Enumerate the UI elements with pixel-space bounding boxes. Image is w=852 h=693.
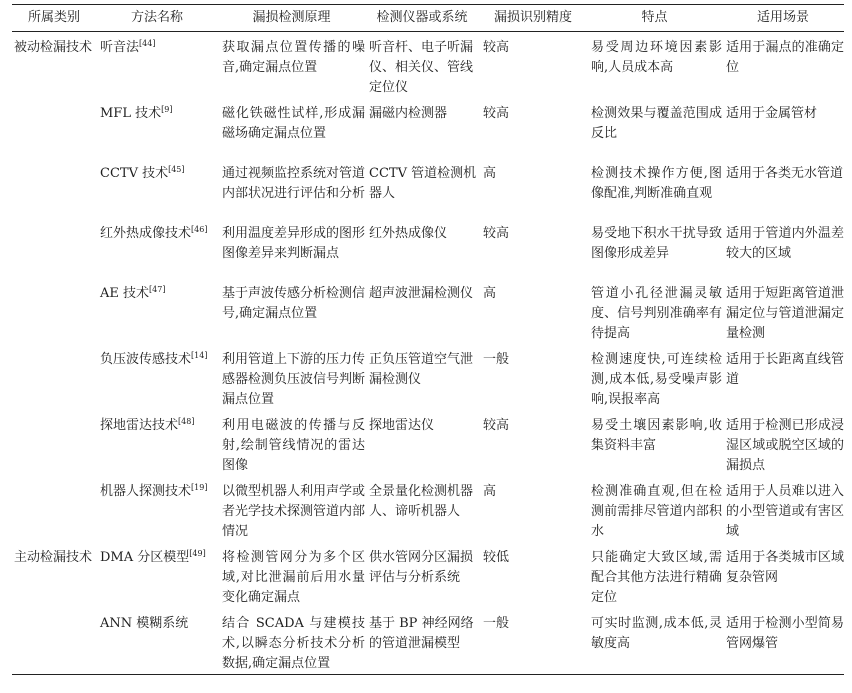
method-cell — [96, 476, 218, 542]
instrument-cell: CCTV 管道检测机器人 — [369, 166, 477, 201]
method-name: 负压波传感技术 — [100, 352, 192, 367]
feature-cell: 易受周边环境因素影响,人员成本高 — [591, 40, 722, 75]
header-scenario: 适用场景 — [722, 5, 844, 32]
scenario-cell: 适用于各类城市区域复杂管网 — [726, 550, 844, 585]
method-name: ANN 模糊系统 — [100, 616, 189, 631]
leak-detection-methods-table — [12, 4, 844, 675]
instrument-cell: 漏磁内检测器 — [369, 106, 448, 121]
instrument-cell: 听音杆、电子听漏仪、相关仪、管线定位仪 — [369, 40, 474, 95]
feature-cell: 只能确定大致区域,需配合其他方法进行精确定位 — [591, 550, 722, 605]
header-category: 所属类别 — [12, 5, 96, 32]
instrument-cell: 供水管网分区漏损评估与分析系统 — [369, 550, 474, 585]
precision-cell: 高 — [483, 166, 497, 181]
method-name: 听音法 — [100, 40, 140, 55]
method-cell — [96, 218, 218, 278]
scenario-cell: 适用于检测已形成浸湿区域或脱空区域的漏损点 — [726, 418, 844, 473]
precision-cell: 高 — [483, 286, 497, 301]
feature-cell: 易受土壤因素影响,收集资料丰富 — [591, 418, 722, 453]
table-row — [12, 98, 844, 158]
method-cell — [96, 542, 218, 608]
header-method: 方法名称 — [96, 5, 218, 32]
reference-marker: [48] — [178, 417, 195, 426]
feature-cell: 检测效果与覆盖范围成反比 — [591, 106, 722, 141]
category-cell: 主动检漏技术 — [14, 550, 93, 565]
category-cell — [12, 218, 96, 278]
table-row — [12, 608, 844, 675]
scenario-cell: 适用于管道内外温差较大的区域 — [726, 226, 844, 261]
scenario-cell: 适用于检测小型简易管网爆管 — [722, 608, 844, 675]
feature-cell: 检测速度快,可连续检测,成本低,易受噪声影响,误报率高 — [591, 352, 722, 407]
method-name: DMA 分区模型 — [100, 550, 190, 565]
table-row — [12, 476, 844, 542]
reference-marker: [45] — [168, 165, 185, 174]
header-feature: 特点 — [587, 5, 722, 32]
scenario-cell: 适用于长距离直线管道 — [726, 352, 844, 387]
category-cell — [12, 98, 96, 158]
method-cell — [96, 410, 218, 476]
reference-marker: [14] — [191, 351, 208, 360]
header-principle: 漏损检测原理 — [218, 5, 365, 32]
table-row — [12, 410, 844, 476]
instrument-cell: 基于 BP 神经网络的管道泄漏模型 — [365, 608, 479, 675]
header-precision: 漏损识别精度 — [479, 5, 587, 32]
category-cell — [12, 410, 96, 476]
table-row — [12, 542, 844, 608]
principle-cell: 获取漏点位置传播的噪音,确定漏点位置 — [222, 40, 365, 75]
table-row — [12, 278, 844, 344]
principle-cell: 以微型机器人利用声学或者光学技术探测管道内部情况 — [222, 484, 366, 539]
principle-cell: 将检测管网分为多个区域,对比泄漏前后用水量变化确定漏点 — [222, 550, 365, 605]
feature-cell: 可实时监测,成本低,灵敏度高 — [587, 608, 722, 675]
header-instrument: 检测仪器或系统 — [365, 5, 479, 32]
precision-cell: 一般 — [479, 608, 587, 675]
method-name: 红外热成像技术 — [100, 226, 192, 241]
principle-cell: 利用温度差异形成的图形图像差异来判断漏点 — [222, 226, 366, 261]
method-cell — [96, 344, 218, 410]
category-cell — [12, 158, 96, 218]
principle-cell: 磁化铁磁性试样,形成漏磁场确定漏点位置 — [222, 106, 365, 141]
scenario-cell: 适用于漏点的准确定位 — [726, 40, 844, 75]
table-row — [12, 344, 844, 410]
reference-marker: [44] — [139, 39, 156, 48]
instrument-cell: 探地雷达仪 — [369, 418, 435, 433]
method-cell — [96, 32, 218, 99]
principle-cell: 利用管道上下游的压力传感器检测负压波信号判断漏点位置 — [222, 352, 366, 407]
instrument-cell: 全景量化检测机器人、谛听机器人 — [369, 484, 474, 519]
method-name: 机器人探测技术 — [100, 484, 192, 499]
table-row — [12, 218, 844, 278]
feature-cell: 检测准确直观,但在检测前需排尽管道内部积水 — [591, 484, 722, 539]
method-cell — [96, 158, 218, 218]
precision-cell: 较高 — [483, 106, 510, 121]
scenario-cell: 适用于人员难以进入的小型管道或有害区域 — [726, 484, 844, 539]
scenario-cell: 适用于各类无水管道 — [726, 166, 844, 181]
principle-cell: 通过视频监控系统对管道内部状况进行评估和分析 — [222, 166, 366, 201]
reference-marker: [49] — [189, 549, 206, 558]
method-cell — [96, 608, 218, 675]
feature-cell: 检测技术操作方便,图像配准,判断准确直观 — [591, 166, 722, 201]
category-cell — [12, 608, 96, 675]
precision-cell: 较低 — [483, 550, 510, 565]
reference-marker: [9] — [161, 105, 173, 114]
method-cell — [96, 98, 218, 158]
precision-cell: 高 — [483, 484, 497, 499]
method-name: MFL 技术 — [100, 106, 162, 121]
category-cell — [12, 344, 96, 410]
precision-cell: 较高 — [483, 226, 510, 241]
reference-marker: [47] — [149, 285, 166, 294]
leak-detection-table-container — [12, 4, 844, 675]
method-name: AE 技术 — [100, 286, 150, 301]
precision-cell: 较高 — [483, 418, 510, 433]
scenario-cell: 适用于金属管材 — [726, 106, 818, 121]
method-cell — [96, 278, 218, 344]
principle-cell: 利用电磁波的传播与反射,绘制管线情况的雷达图像 — [222, 418, 365, 473]
precision-cell: 一般 — [483, 352, 510, 367]
scenario-cell: 适用于短距离管道泄漏定位与管道泄漏定量检测 — [726, 286, 844, 341]
table-row — [12, 32, 844, 99]
reference-marker: [19] — [191, 483, 208, 492]
reference-marker: [46] — [191, 225, 208, 234]
category-cell — [12, 278, 96, 344]
category-cell: 被动检漏技术 — [14, 40, 93, 55]
precision-cell: 较高 — [483, 40, 510, 55]
feature-cell: 管道小孔径泄漏灵敏度、信号判别准确率有待提高 — [591, 286, 722, 341]
table-row — [12, 158, 844, 218]
principle-cell: 基于声波传感分析检测信号,确定漏点位置 — [222, 286, 366, 321]
method-name: CCTV 技术 — [100, 166, 169, 181]
instrument-cell: 正负压管道空气泄漏检测仪 — [369, 352, 474, 387]
feature-cell: 易受地下积水干扰导致图像形成差异 — [591, 226, 722, 261]
principle-cell: 结合 SCADA 与建模技术,以瞬态分析技术分析数据,确定漏点位置 — [218, 608, 365, 675]
instrument-cell: 超声波泄漏检测仪 — [369, 286, 474, 301]
header-row — [12, 5, 844, 32]
method-name: 探地雷达技术 — [100, 418, 179, 433]
category-cell — [12, 476, 96, 542]
instrument-cell: 红外热成像仪 — [369, 226, 448, 241]
